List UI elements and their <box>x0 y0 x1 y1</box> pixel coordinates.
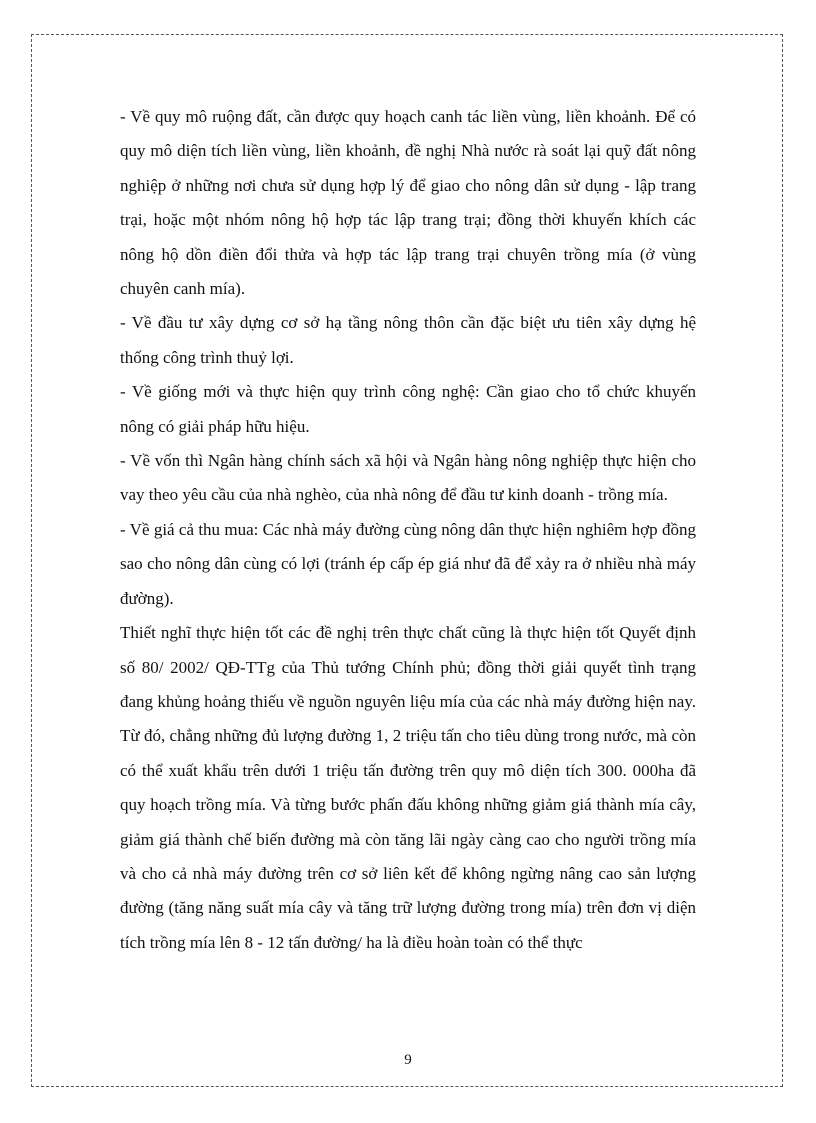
paragraph-capital: - Về vốn thì Ngân hàng chính sách xã hội và Ngân hàng nông nghiệp thực hiện cho vay theo yêu cầu của nhà nghèo, của nhà nông để đầu tư kinh doanh - trồng mía. <box>120 451 696 505</box>
paragraph-purchase-price: - Về giá cả thu mua: Các nhà máy đường cùng nông dân thực hiện nghiêm hợp đồng sao cho nông dân cùng có lợi (tránh ép cấp ép giá như đã để xảy ra ở nhiều nhà máy đường). <box>120 519 696 608</box>
paragraph-infrastructure: - Về đầu tư xây dựng cơ sở hạ tầng nông thôn cần đặc biệt ưu tiên xây dựng hệ thống công trình thuỷ lợi. <box>120 313 696 367</box>
paragraph-new-varieties: - Về giống mới và thực hiện quy trình công nghệ: Cần giao cho tổ chức khuyến nông có giải pháp hữu hiệu. <box>120 382 696 436</box>
document-body <box>120 100 696 960</box>
paragraph-land-scale: - Về quy mô ruộng đất, cần được quy hoạch canh tác liền vùng, liền khoảnh. Để có quy mô diện tích liền vùng, liền khoảnh, đề nghị Nhà nước rà soát lại quỹ đất nông nghiệp ở những nơi chưa sử dụng hợp lý để giao cho nông dân sử dụng - lập trang trại, hoặc một nhóm nông hộ hợp tác lập trang trại; đồng thời khuyến khích các nông hộ dồn điền đổi thửa và hợp tác lập trang trại chuyên trồng mía (ở vùng chuyên canh mía). <box>120 107 696 299</box>
paragraph-conclusion: Thiết nghĩ thực hiện tốt các đề nghị trên thực chất cũng là thực hiện tốt Quyết định số 80/ 2002/ QĐ-TTg của Thủ tướng Chính phủ; đồng thời giải quyết tình trạng đang khủng hoảng thiếu về nguồn nguyên liệu mía của các nhà máy đường hiện nay. Từ đó, chẳng những đủ lượng đường 1, 2 triệu tấn cho tiêu dùng trong nước, mà còn có thể xuất khẩu trên dưới 1 triệu tấn đường trên quy mô diện tích 300. 000ha đã quy hoạch trồng mía. Và từng bước phấn đấu không những giảm giá thành mía cây, giảm giá thành chế biến đường mà còn tăng lãi ngày càng cao cho người trồng mía và cho cả nhà máy đường trên cơ sở liên kết để không ngừng nâng cao sản lượng đường (tăng năng suất mía cây và tăng trữ lượng đường trong mía) trên đơn vị diện tích trồng mía lên 8 - 12 tấn đường/ ha là điều hoàn toàn có thể thực <box>120 623 696 952</box>
page-number: 9 <box>404 1052 412 1068</box>
